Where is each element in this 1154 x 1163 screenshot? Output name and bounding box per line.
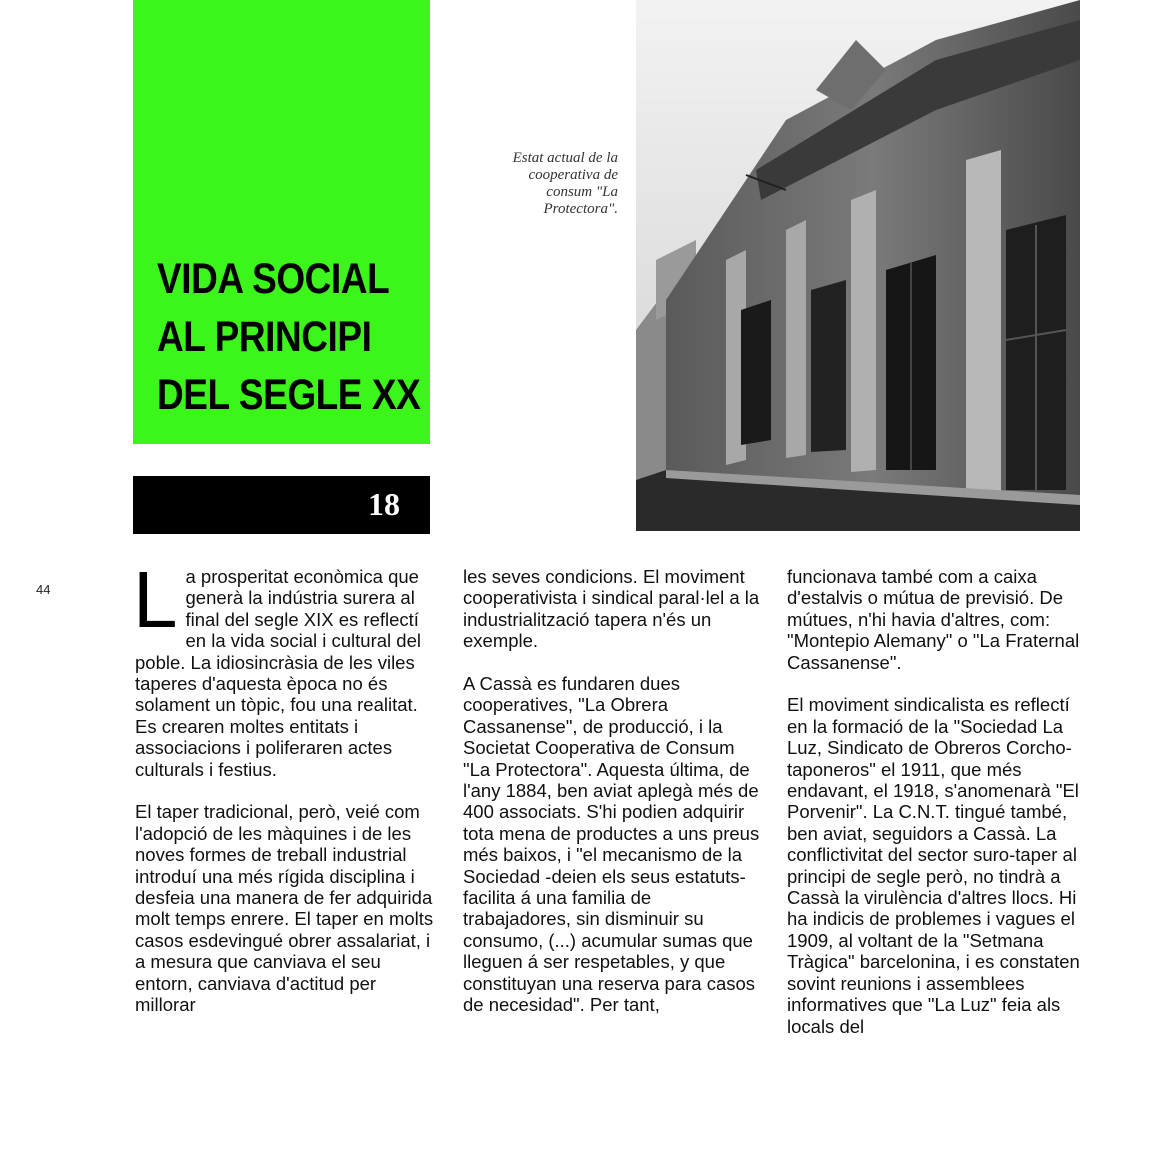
caption-line: consum "La: [546, 184, 618, 200]
title-line: VIDA SOCIAL: [157, 255, 390, 303]
title-line: AL PRINCIPI: [157, 313, 372, 361]
paragraph: A Cassà es fundaren dues cooperatives, "La Obrera Cassanense", de producció, i la Societat Cooperativa de Consum "La Protectora". Aquesta última, de l'any 1884, ben aviat aplegà més de 400 associats. S'hi podien adquirir tota mena de productes a uns preus més baixos, i "el mecanismo de la Sociedad -deien els seus estatuts- facilita á una familia de trabajadores, sin disminuir su consumo, (...) acumular sumas que lleguen á ser respetables, y que constituyan una reserva para casos de necesidad". Per tant,: [463, 673, 760, 1016]
page-number: 44: [36, 582, 51, 597]
paragraph: El moviment sindicalista es reflectí en la formació de la "Sociedad La Luz, Sindicato de Obreros Corcho-taponeros" el 1911, que més endavant, el 1918, s'anomenarà "El Porvenir". La C.N.T. tingué també, ben aviat, seguidors a Cassà. La conflictivitat del sector suro-taper al principi de segle però, no tindrà a Cassà la virulència d'altres llocs. Hi ha indicis de problemes i vagues el 1909, al voltant de la "Setmana Tràgica" barcelonina, i es constaten sovint reunions i assemblees informatives que "La Luz" feia als locals del: [787, 694, 1080, 1037]
paragraph-text: a prosperitat econòmica que generà la indústria surera al final del segle XIX es reflectí en la vida social i cultural del poble. La idiosincràsia de les viles taperes d'aquesta època no és solament un tòpic, fou una realitat. Es crearen moltes entitats i associacions i poliferaren actes culturals i festius.: [135, 566, 421, 780]
text-column-3: [787, 566, 1087, 1037]
building-photo-icon: [636, 0, 1080, 531]
caption-line: Protectora".: [543, 201, 618, 217]
paragraph: funcionava també com a caixa d'estalvis o mútua de previsió. De mútues, n'hi havia d'altres, com: "Montepio Alemany" o "La Fraternal Cassanense".: [787, 566, 1080, 673]
caption-line: Estat actual de la: [512, 150, 618, 166]
chapter-bar: [133, 476, 430, 534]
page-title: [157, 250, 421, 424]
chapter-number: 18: [368, 486, 400, 522]
photo-caption: [470, 150, 618, 218]
text-column-1: [133, 555, 435, 1016]
building-photo: [636, 0, 1080, 531]
paragraph: [133, 555, 435, 780]
caption-line: cooperativa de: [528, 167, 618, 183]
title-line: DEL SEGLE XX: [157, 371, 421, 419]
paragraph: les seves condicions. El moviment cooperativista i sindical paral·lel a la industrialització tapera n'és un exemple.: [463, 566, 760, 652]
paragraph: El taper tradicional, però, veié com l'adopció de les màquines i de les noves formes de treball industrial introduí una més rígida disciplina i desfeia una manera de fer adquirida molt temps enrere. El taper en molts casos esdevingué obrer assalariat, i a mesura que canviava el seu entorn, canviava d'actitud per millorar: [135, 801, 434, 1016]
drop-cap: L: [133, 555, 178, 644]
text-column-2: [463, 566, 763, 1016]
